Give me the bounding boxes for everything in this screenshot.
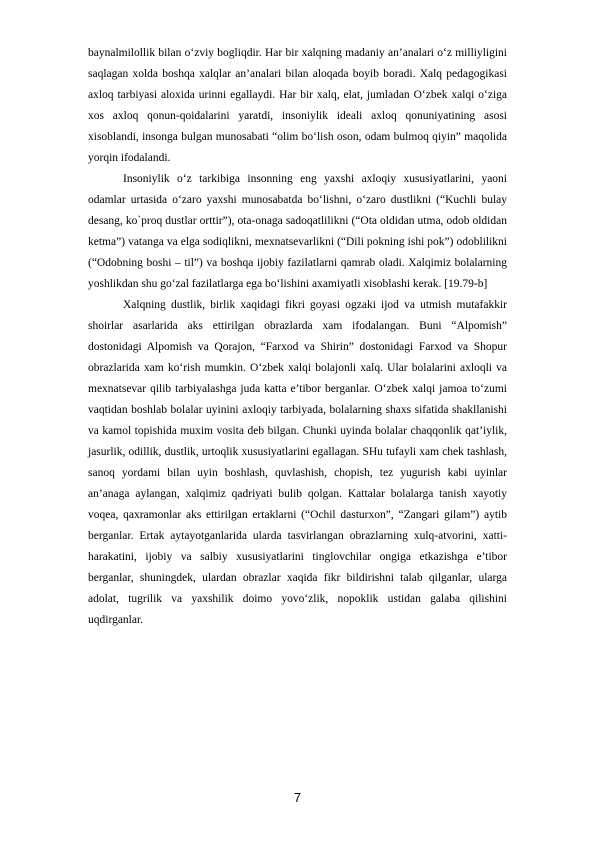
paragraph-3: Xalqning dustlik, birlik xaqidagi fikri goyasi ogzaki ijod va utmish mutafakkir shoirlar asarlarida aks ettirilgan obrazlarda xam ifodalangan. Buni “Alpomish” dostonidagi Alpomish va Qorajon, “Farxod va Shirin” dostonidagi Farxod va Shopur obrazlarida xam ko‘rish mumkin. O‘zbek xalqi bolajonli xalq. Ular bolalarini axloqli va mexnatsevar qilib tarbiyalashga juda katta e’tibor berganlar. O‘zbek xalqi jamoa to‘zumi vaqtidan boshlab bolalar uyinini axloqiy tarbiyada, bolalarning shaxs sifatida shakllanishi va kamol topishida muxim vosita deb bilgan. Chunki uyinda bolalar chaqqonlik qat’iylik, jasurlik, odillik, dustlik, urtoqlik xususiyatlarini egallagan. SHu tufayli xam chek tashlash, sanoq yordami bilan uyin boshlash, quvlashish, chopish, tez yugurish kabi uyinlar an’anaga aylangan, xalqimiz qadriyati bulib qolgan. Kattalar bolalarga tanish xayotiy voqea, qaxramonlar aks ettirilgan ertaklarni (“Ochil dasturxon”, “Zangari gilam”) aytib berganlar. Ertak aytayotganlarida ularda tasvirlangan obrazlarning xulq-atvorini, xatti-harakatini, ijobiy va salbiy xususiyatlarini tinglovchilar ongiga etkazishga e’tibor berganlar, shuningdek, ulardan obrazlar xaqida fikr bildirishni talab qilganlar, ularga adolat, tugrilik va yaxshilik doimo yovo‘zlik, nopoklik ustidan galaba qilishini uqdirganlar. xyxy=(88,299,507,626)
document-body xyxy=(88,43,507,631)
paragraph-2: Insoniylik o‘z tarkibiga insonning eng yaxshi axloqiy xususiyatlarini, yaoni odamlar urtasida o‘zaro yaxshi munosabatda bo‘lishni, o‘zaro dustlikni (“Kuchli bulay desang, ko`proq dustlar orttir”), ota-onaga sadoqatlilikni (“Ota oldidan utma, odob oldidan ketma”) vatanga va elga sodiqlikni, mexnatsevarlikni (“Dili pokning ishi pok”) odoblilikni (“Odobning boshi – til”) va boshqa ijobiy fazilatlarni qamrab oladi. Xalqimiz bolalarning yoshlikdan shu go‘zal fazilatlarga ega bo‘lishini axamiyatli xisoblashi kerak. [19.79-b] xyxy=(88,173,507,290)
paragraph-1: baynalmilollik bilan o‘zviy bogliqdir. Har bir xalqning madaniy an’analari o‘z milliyligini saqlagan xolda boshqa xalqlar an’analari bilan aloqada boyib boradi. Xalq pedagogikasi axloq tarbiyasi aloxida urinni egallaydi. Har bir xalq, elat, jumladan O‘zbek xalqi o‘ziga xos axloq qonun-qoidalarini yaratdi, insoniylik ideali axloq qonuniyatining asosi xisoblandi, insonga bulgan munosabati “olim bo‘lish oson, odam bulmoq qiyin” maqolida yorqin ifodalandi. xyxy=(88,47,507,164)
page-number: 7 xyxy=(293,790,302,805)
